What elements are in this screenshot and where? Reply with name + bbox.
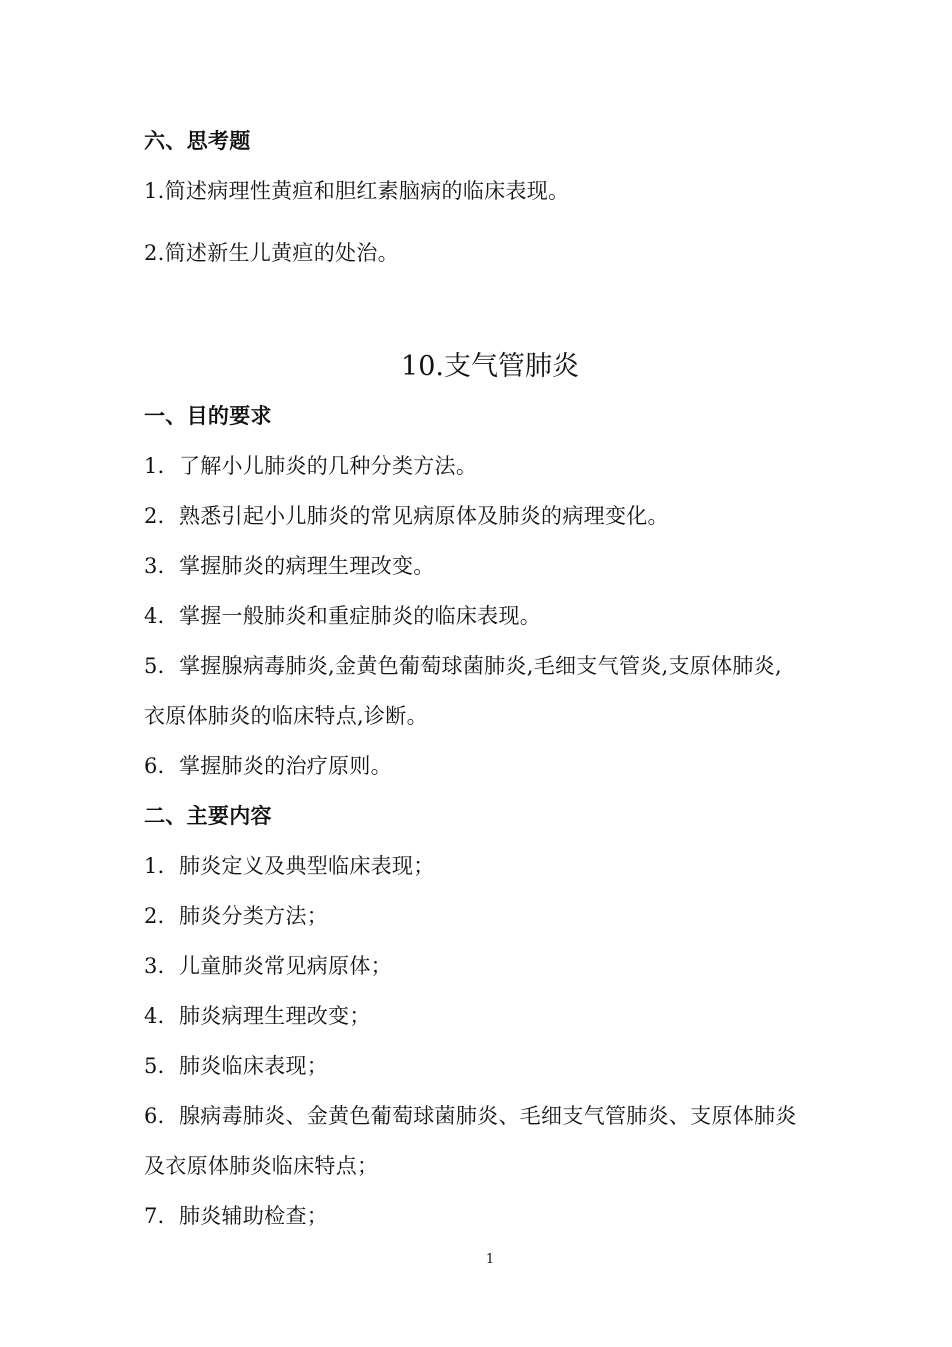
- chapter-title: 10.支气管肺炎: [401, 351, 579, 382]
- content-item-continuation: 及衣原体肺炎临床特点；: [144, 1154, 379, 1178]
- question-item: 1.简述病理性黄疸和胆红素脑病的临床表现。: [144, 179, 570, 203]
- content-item: 3．儿童肺炎常见病原体；: [144, 954, 392, 978]
- content-item: 7．肺炎辅助检查；: [144, 1204, 329, 1228]
- objective-item: 3．掌握肺炎的病理生理改变。: [144, 554, 435, 578]
- section-heading-main-content: 二、主要内容: [144, 804, 272, 828]
- objective-item-continuation: 衣原体肺炎的临床特点,诊断。: [144, 704, 428, 728]
- content-item: 2．肺炎分类方法；: [144, 904, 329, 928]
- content-item: 6．腺病毒肺炎、金黄色葡萄球菌肺炎、毛细支气管肺炎、支原体肺炎: [144, 1104, 797, 1128]
- objective-item: 2．熟悉引起小儿肺炎的常见病原体及肺炎的病理变化。: [144, 504, 669, 528]
- content-item: 5．肺炎临床表现；: [144, 1054, 329, 1078]
- objective-item: 5．掌握腺病毒肺炎,金黄色葡萄球菌肺炎,毛细支气管炎,支原体肺炎,: [144, 654, 782, 678]
- content-item: 1．肺炎定义及典型临床表现；: [144, 854, 435, 878]
- section-heading-thinking-questions: 六、思考题: [144, 129, 251, 153]
- content-item: 4．肺炎病理生理改变；: [144, 1004, 371, 1028]
- question-item: 2.简述新生儿黄疸的处治。: [144, 241, 399, 265]
- objective-item: 1．了解小儿肺炎的几种分类方法。: [144, 454, 478, 478]
- objective-item: 4．掌握一般肺炎和重症肺炎的临床表现。: [144, 604, 542, 628]
- page-number: 1: [485, 1252, 495, 1267]
- section-heading-objectives: 一、目的要求: [144, 404, 272, 428]
- objective-item: 6．掌握肺炎的治疗原则。: [144, 754, 392, 778]
